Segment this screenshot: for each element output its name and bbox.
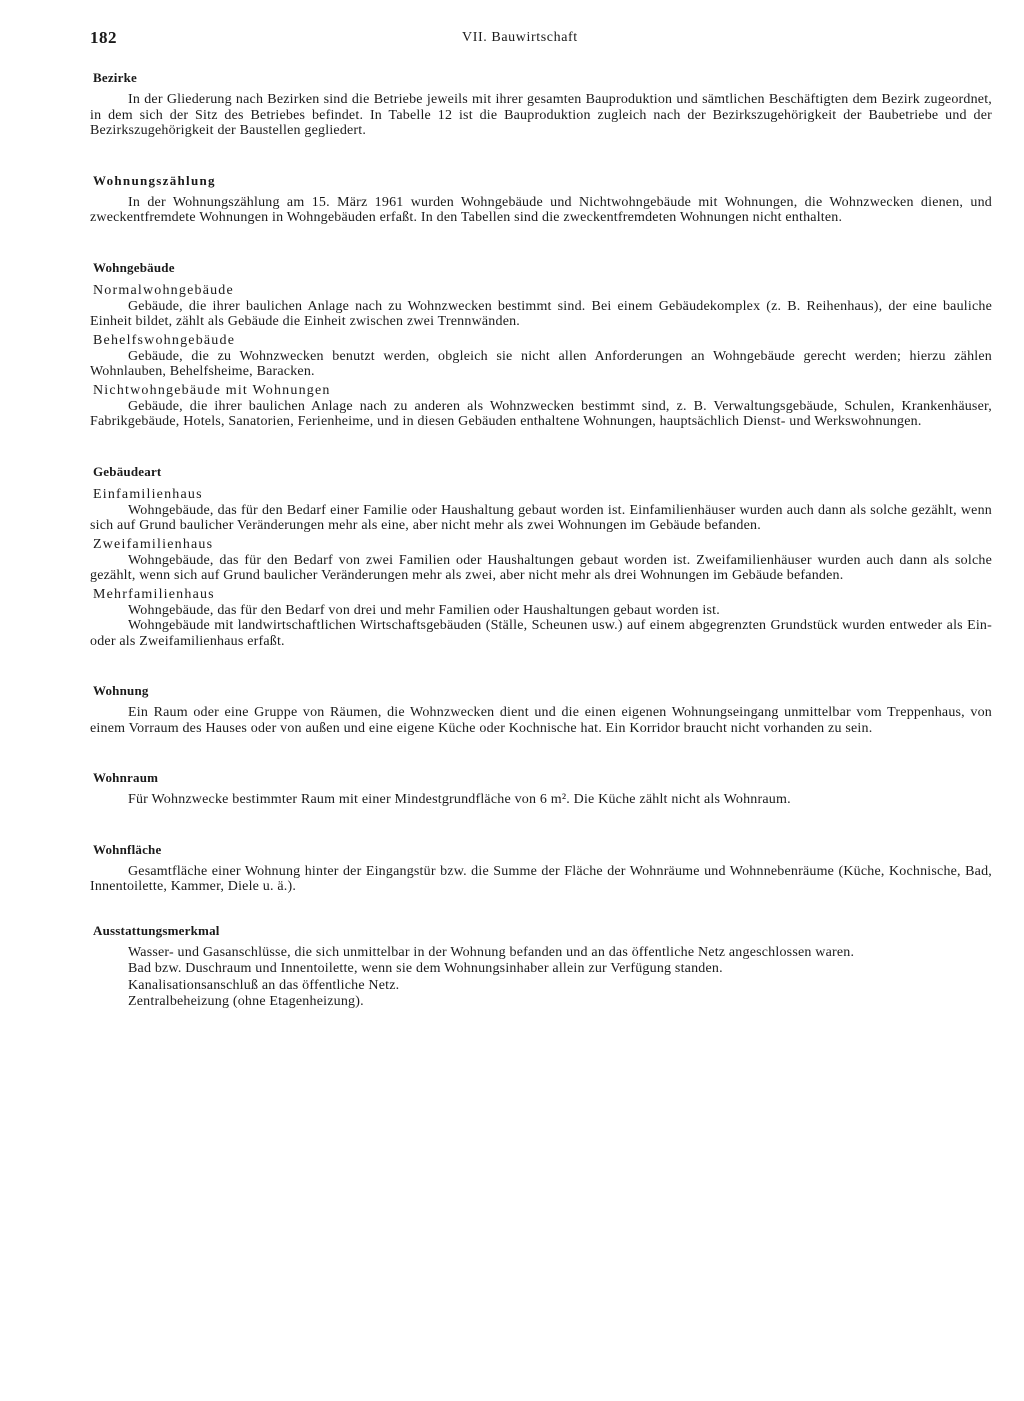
section-wohnflaeche bbox=[90, 842, 992, 895]
paragraph: Wohngebäude, das für den Bedarf von drei und mehr Familien oder Haushaltungen gebaut worden ist. bbox=[128, 602, 720, 618]
paragraph: Wohngebäude, das für den Bedarf einer Familie oder Haushaltung gebaut worden ist. Einfamilienhäuser wurden auch dann als solche gezählt, wenn sich auf Grund baulicher Veränderungen mehr als eine, aber nicht mehr als zwei Wohnungen im Gebäude befanden. bbox=[90, 502, 992, 533]
section-heading: Wohnraum bbox=[93, 770, 159, 785]
paragraph: Wohngebäude, das für den Bedarf von zwei Familien oder Haushaltungen gebaut worden ist. Zweifamilienhäuser wurden auch dann als solche gezählt, wenn sich auf Grund baulicher Veränderungen mehr als zwei, aber nicht mehr als drei Wohnungen im Gebäude befanden. bbox=[90, 552, 992, 583]
section-ausstattungsmerkmal bbox=[90, 923, 992, 1011]
section-heading: Wohngebäude bbox=[93, 259, 175, 275]
chapter-title: VII. Bauwirtschaft bbox=[462, 30, 578, 45]
paragraph: Gesamtfläche einer Wohnung hinter der Eingangstür bzw. die Summe der Fläche der Wohnräume und Wohnnebenräume (Küche, Kochnische, Bad, Innentoilette, Kammer, Diele u. ä.). bbox=[90, 863, 992, 894]
section-bezirke bbox=[90, 70, 992, 139]
section-wohngebaeude bbox=[90, 260, 992, 430]
section-wohnungszaehlung bbox=[90, 173, 992, 226]
section-wohnraum bbox=[90, 770, 992, 808]
paragraph: Wohngebäude mit landwirtschaftlichen Wirtschaftsgebäuden (Ställe, Scheunen usw.) auf einem abgegrenzten Grundstück wurden entweder als Ein- oder als Zweifamilienhaus erfaßt. bbox=[90, 618, 992, 649]
section-heading: Wohnungszählung bbox=[93, 172, 216, 188]
document-page bbox=[90, 28, 992, 1025]
paragraph: Zentralbeheizung (ohne Etagenheizung). bbox=[128, 994, 364, 1009]
page-number: 182 bbox=[90, 28, 117, 47]
subheading: Behelfswohngebäude bbox=[93, 332, 236, 348]
paragraph: Gebäude, die zu Wohnzwecken benutzt werden, obgleich sie nicht allen Anforderungen an Wohngebäude gerecht werden; hierzu zählen Wohnlauben, Behelfsheime, Baracken. bbox=[90, 348, 992, 379]
paragraph: Wasser- und Gasanschlüsse, die sich unmittelbar in der Wohnung befanden und an das öffentliche Netz angeschlossen waren. bbox=[128, 944, 855, 960]
paragraph: In der Wohnungszählung am 15. März 1961 wurden Wohngebäude und Nichtwohngebäude mit Wohnungen, die Wohnzwecken dienen, und zweckentfremdete Wohnungen in Wohngebäuden erfaßt. In den Tabellen sind die zweckentfremdeten Wohnungen nicht enthalten. bbox=[90, 194, 992, 225]
page-header bbox=[90, 28, 992, 54]
subheading: Einfamilienhaus bbox=[93, 486, 203, 502]
section-heading: Bezirke bbox=[93, 70, 137, 85]
paragraph: Kanalisationsanschluß an das öffentliche Netz. bbox=[128, 977, 400, 993]
subheading: Zweifamilienhaus bbox=[93, 536, 214, 552]
section-heading: Wohnung bbox=[93, 683, 149, 698]
section-heading: Gebäudeart bbox=[93, 463, 162, 479]
paragraph: Gebäude, die ihrer baulichen Anlage nach zu Wohnzwecken bestimmt sind. Bei einem Gebäudekomplex (z. B. Reihenhaus), der eine bauliche Einheit bildet, zählt als Gebäude die Einheit zwischen zwei Trennwänden. bbox=[90, 298, 992, 329]
subheading: Nichtwohngebäude mit Wohnungen bbox=[93, 382, 331, 398]
section-heading: Wohnfläche bbox=[93, 841, 162, 857]
section-heading: Ausstattungsmerkmal bbox=[93, 922, 220, 938]
section-wohnung bbox=[90, 683, 992, 736]
paragraph: Für Wohnzwecke bestimmter Raum mit einer Mindestgrundfläche von 6 m². Die Küche zählt nicht als Wohnraum. bbox=[128, 792, 791, 807]
subheading: Mehrfamilienhaus bbox=[93, 586, 215, 602]
paragraph: Bad bzw. Duschraum und Innentoilette, wenn sie dem Wohnungsinhaber allein zur Verfügung standen. bbox=[128, 961, 723, 976]
subheading: Normalwohngebäude bbox=[93, 282, 234, 298]
paragraph: In der Gliederung nach Bezirken sind die Betriebe jeweils mit ihrer gesamten Bauproduktion und sämtlichen Beschäftigten dem Bezirk zugeordnet, in dem sich der Sitz des Betriebes befindet. In Tabelle 12 ist die Bauproduktion zugleich nach der Bezirkszugehörigkeit der Baubetriebe und der Bezirkszugehörigkeit der Baustellen gegliedert. bbox=[90, 92, 992, 138]
paragraph: Ein Raum oder eine Gruppe von Räumen, die Wohnzwecken dient und die einen eigenen Wohnungseingang unmittelbar vom Treppenhaus, von einem Vorraum des Hauses oder von außen und eine eigene Küche oder Kochnische hat. Ein Korridor braucht nicht vorhanden zu sein. bbox=[90, 705, 992, 736]
section-gebaeudeart bbox=[90, 464, 992, 650]
paragraph: Gebäude, die ihrer baulichen Anlage nach zu anderen als Wohnzwecken bestimmt sind, z. B. Verwaltungsgebäude, Schulen, Krankenhäuser, Fabrikgebäude, Hotels, Sanatorien, Ferienheime, und in diesen Gebäuden enthaltene Wohnungen, hauptsächlich Dienst- und Werkswohnungen. bbox=[90, 398, 992, 429]
